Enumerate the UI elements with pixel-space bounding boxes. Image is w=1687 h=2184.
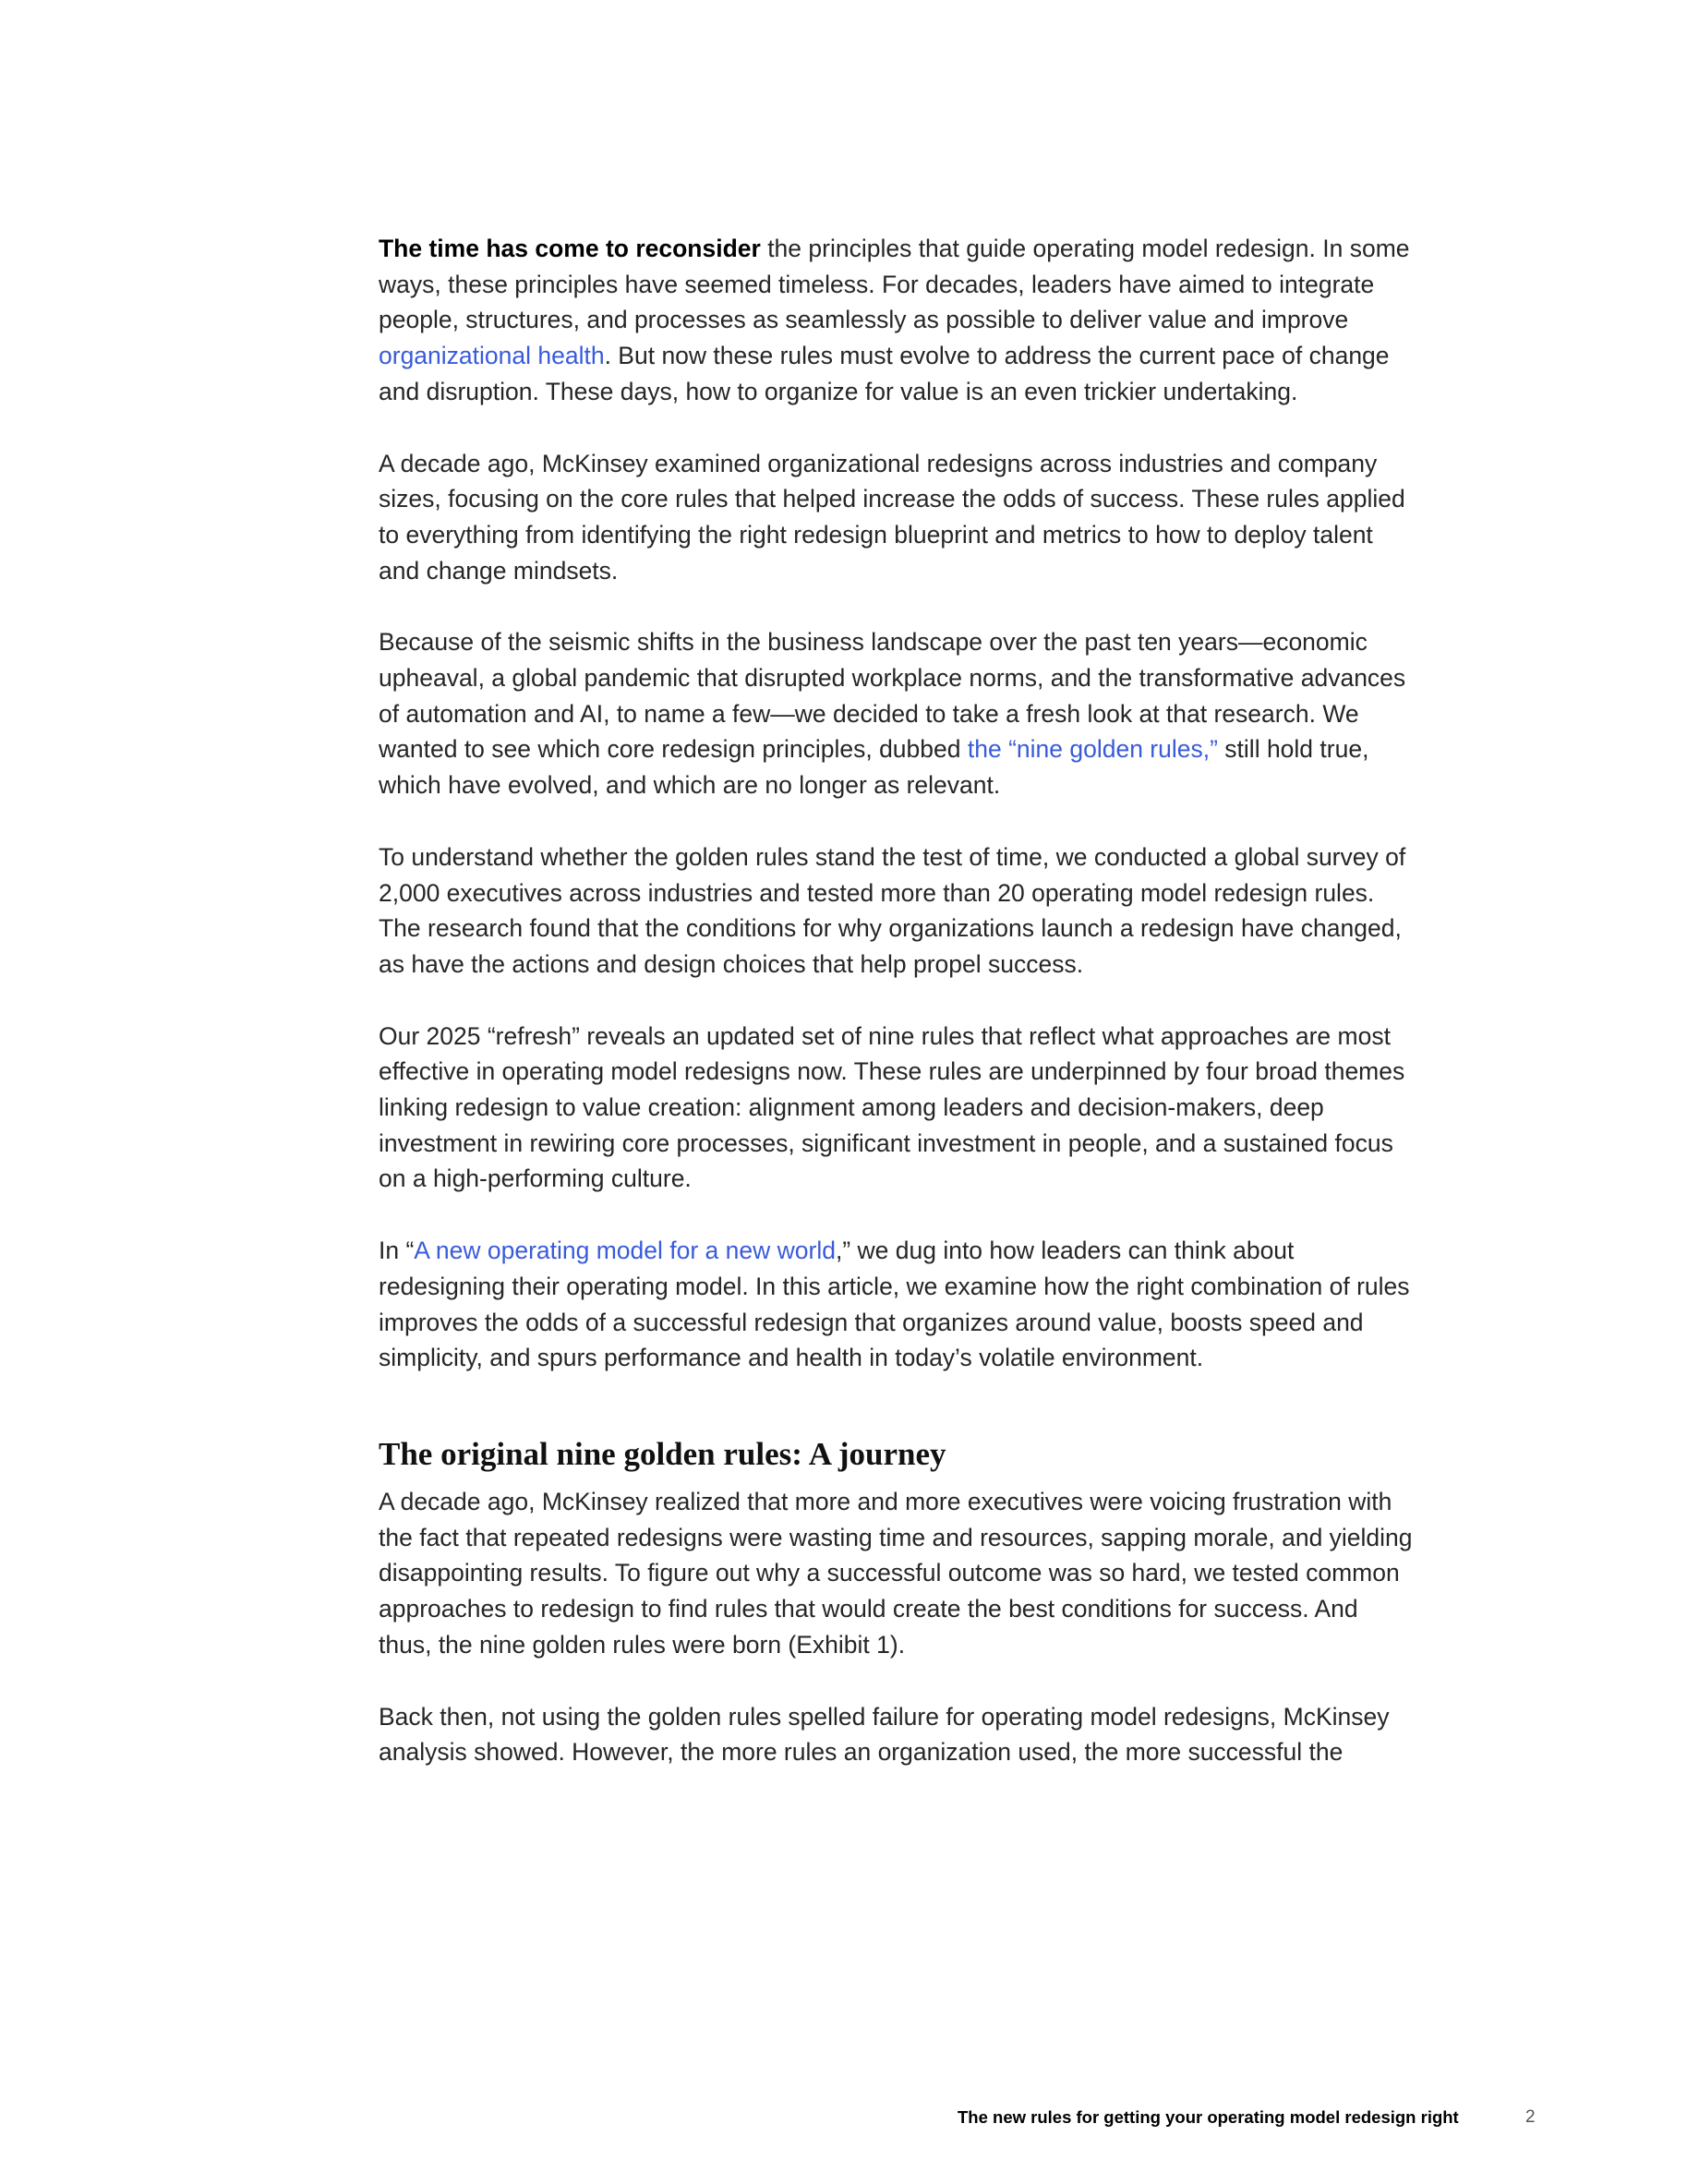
paragraph — [379, 624, 1413, 803]
paragraph-text: ,” we dug into how leaders can think about redesigning their operating model. In this article, we examine how the right combination of rules improves the odds of a successful redesign that organizes around value, boosts speed and simplicity, and spurs performance and health in today’s volatile environment. — [379, 1237, 1410, 1372]
paragraph: Back then, not using the golden rules spelled failure for operating model redesigns, McKinsey analysis showed. However, the more rules an organization used, the more successful the — [379, 1702, 1390, 1767]
section-heading: The original nine golden rules: A journey — [379, 1435, 946, 1472]
paragraph-text: Because of the seismic shifts in the business landscape over the past ten years—economic upheaval, a global pandemic that disrupted workplace norms, and the transformative advances of automation and AI, to name a few—we decided to take a fresh look at that research. We wanted to see which core redesign principles, dubbed — [379, 628, 1406, 764]
paragraph: To understand whether the golden rules stand the test of time, we conducted a global survey of 2,000 executives across industries and tested more than 20 operating model redesign rules. The research found that the conditions for why organizations launch a redesign have changed, as have the actions and design choices that help propel success. — [379, 842, 1406, 978]
paragraph-text: still hold true, which have evolved, and which are no longer as relevant. — [379, 735, 1369, 800]
nine-golden-rules-link[interactable]: the “nine golden rules,” — [967, 735, 1218, 764]
new-operating-model-link[interactable]: A new operating model for a new world — [414, 1237, 836, 1265]
intro-lead-text: The time has come to reconsider — [379, 235, 761, 262]
paragraph: Our 2025 “refresh” reveals an updated set of nine rules that reflect what approaches are most effective in operating model redesigns now. These rules are underpinned by four broad themes linking redesign to value creation: alignment among leaders and decision-makers, deep investment in rewiring core processes, significant investment in people, and a sustained focus on a high-performing culture. — [379, 1021, 1405, 1193]
paragraph-text: . But now these rules must evolve to address the current pace of change and disruption. These days, how to organize for value is an even trickier undertaking. — [379, 342, 1390, 405]
footer-title: The new rules for getting your operating model redesign right — [958, 2107, 1459, 2127]
page-number: 2 — [1525, 2107, 1536, 2127]
paragraph-text: In “ — [379, 1237, 415, 1265]
page-footer — [0, 2107, 1687, 2135]
article-body — [379, 231, 1413, 1806]
paragraph: A decade ago, McKinsey examined organizational redesigns across industries and company sizes, focusing on the core rules that helped increase the odds of success. These rules applied to everything from identifying the right redesign blueprint and metrics to how to deploy talent and change mindsets. — [379, 449, 1405, 585]
paragraph-text: the principles that guide operating model redesign. In some ways, these principles have seemed timeless. For decades, leaders have aimed to integrate people, structures, and processes as seamlessly as possible to deliver value and improve — [379, 235, 1410, 334]
organizational-health-link[interactable]: organizational health — [379, 342, 605, 370]
intro-paragraph — [379, 231, 1413, 410]
paragraph — [379, 1233, 1413, 1376]
paragraph: A decade ago, McKinsey realized that more and more executives were voicing frustration with the fact that repeated redesigns were wasting time and resources, sapping morale, and yielding disappointing results. To figure out why a successful outcome was so hard, we tested common approaches to redesign to find rules that would create the best conditions for success. And thus, the nine golden rules were born (Exhibit 1). — [379, 1487, 1413, 1659]
